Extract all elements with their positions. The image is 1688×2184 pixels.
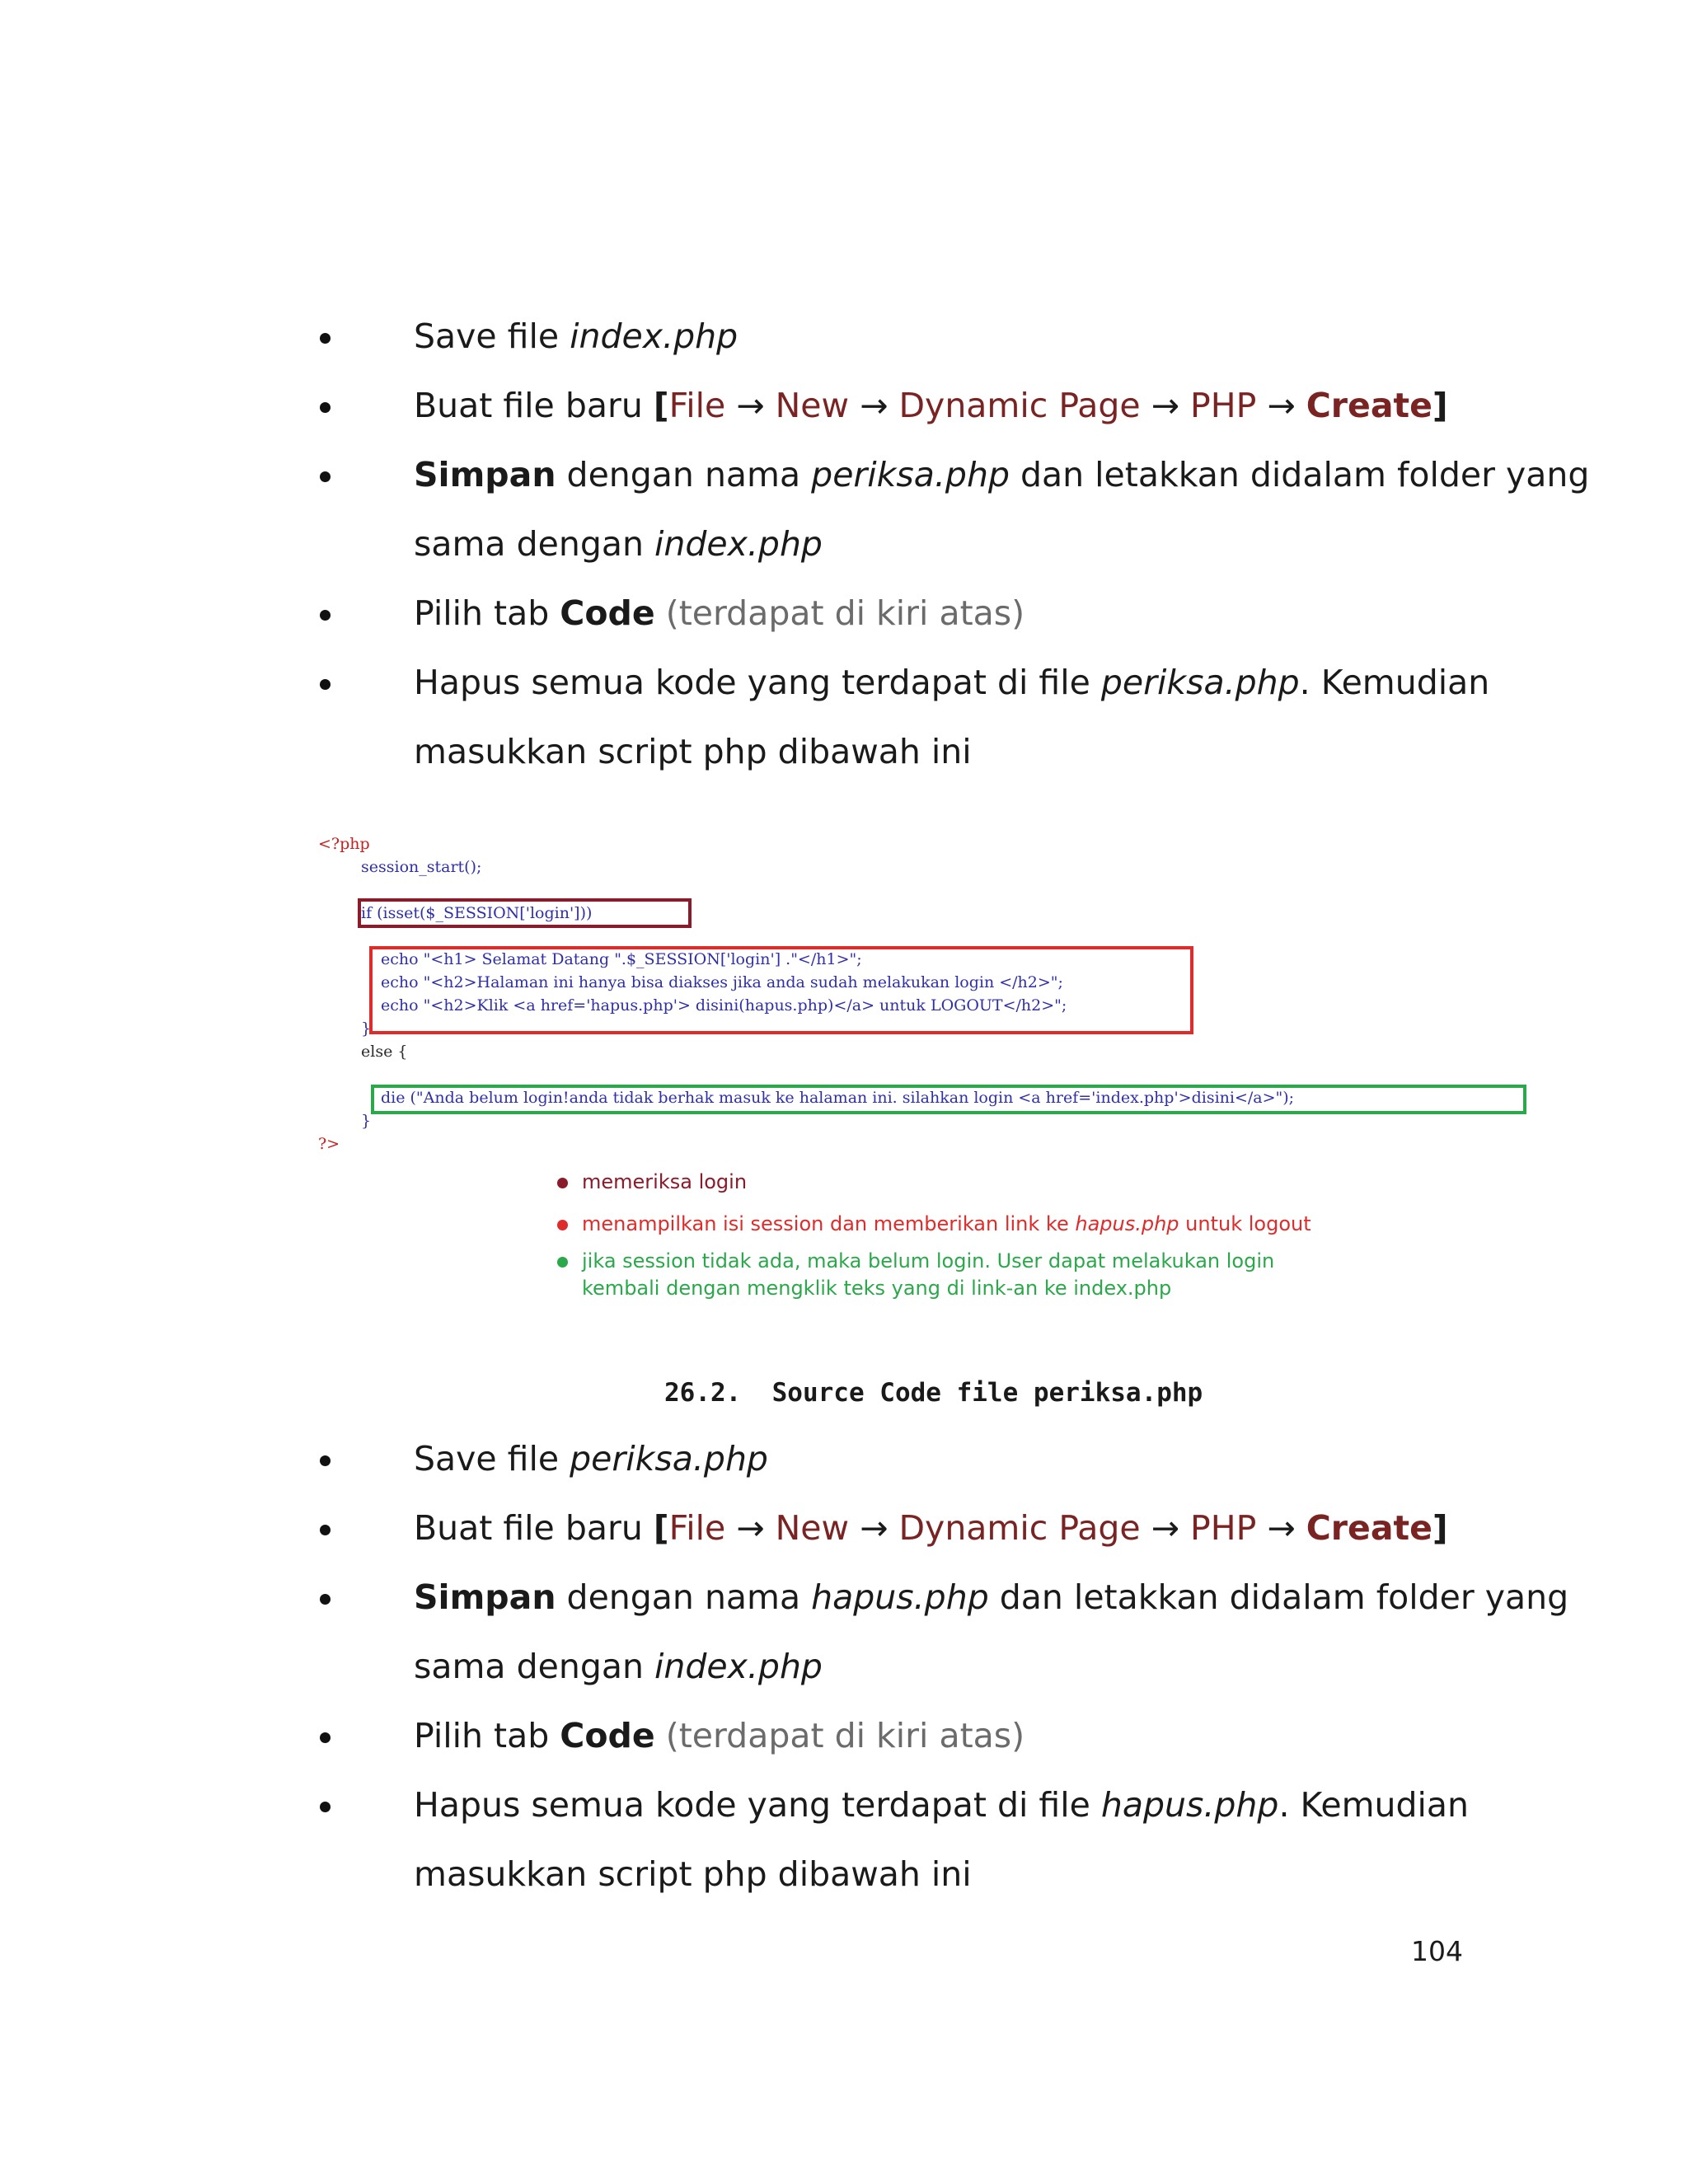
code-line: die ("Anda belum login!anda tidak berhak masuk ke halaman ini. silahkan login <a href='index.php'>disini</a>"); xyxy=(381,1089,1295,1107)
code-line: session_start(); xyxy=(361,858,482,876)
code-legend xyxy=(557,1169,1311,1302)
bullet-icon xyxy=(320,402,331,413)
list-item-continuation: sama dengan index.php xyxy=(414,524,823,564)
legend-item: menampilkan isi session dan memberikan link ke hapus.php untuk logout xyxy=(557,1211,1311,1238)
legend-dot-icon xyxy=(557,1257,568,1268)
figure-caption: 26.2. Source Code file periksa.php xyxy=(664,1378,1203,1408)
list-item: Hapus semua kode yang terdapat di file hapus.php. Kemudian xyxy=(354,1770,1568,1840)
list-item: Pilih tab Code (terdapat di kiri atas) xyxy=(354,1701,1568,1770)
highlight-box-session-output xyxy=(369,946,1193,1034)
list-item: Buat file baru [File → New → Dynamic Page → PHP → Create] xyxy=(354,1493,1568,1563)
code-line: } xyxy=(361,1019,372,1038)
code-line: else { xyxy=(361,1043,408,1061)
list-item: Save file periksa.php xyxy=(354,1424,1568,1493)
php-close-tag: ?> xyxy=(318,1135,340,1153)
list-item-continuation: sama dengan index.php xyxy=(414,1647,823,1686)
highlight-box-login-check xyxy=(358,898,692,928)
page-number: 104 xyxy=(1411,1935,1463,1967)
bullet-icon xyxy=(320,679,331,690)
bullet-icon xyxy=(320,610,331,621)
list-item: Pilih tab Code (terdapat di kiri atas) xyxy=(354,579,1589,648)
instruction-list-2 xyxy=(354,1424,1568,1909)
bullet-icon xyxy=(320,1802,331,1812)
code-line: echo "<h2>Halaman ini hanya bisa diakses jika anda sudah melakukan login </h2>"; xyxy=(381,973,1063,991)
legend-item: jika session tidak ada, maka belum login. User dapat melakukan login kembali dengan mengklik teks yang di link-an ke index.php xyxy=(557,1248,1311,1302)
highlight-box-else-die xyxy=(371,1085,1526,1114)
list-item: Simpan dengan nama periksa.php dan letakkan didalam folder yang xyxy=(354,440,1589,509)
bullet-icon xyxy=(320,1525,331,1535)
bullet-icon xyxy=(320,1594,331,1605)
legend-dot-icon xyxy=(557,1220,568,1230)
bullet-icon xyxy=(320,333,331,344)
code-figure xyxy=(318,832,1295,1153)
code-line: echo "<h1> Selamat Datang ".$_SESSION['login'] ."</h1>"; xyxy=(381,950,862,968)
instruction-list-1 xyxy=(354,302,1589,786)
php-open-tag: <?php xyxy=(318,835,370,853)
list-item: Buat file baru [File → New → Dynamic Page → PHP → Create] xyxy=(354,371,1589,440)
list-item-continuation: masukkan script php dibawah ini xyxy=(414,732,972,771)
list-item: Simpan dengan nama hapus.php dan letakkan didalam folder yang xyxy=(354,1563,1568,1632)
bullet-icon xyxy=(320,471,331,482)
list-item: Hapus semua kode yang terdapat di file periksa.php. Kemudian xyxy=(354,648,1589,717)
list-item: Save file index.php xyxy=(354,302,1589,371)
bullet-icon xyxy=(320,1455,331,1466)
bullet-icon xyxy=(320,1732,331,1743)
code-line: } xyxy=(361,1112,372,1130)
code-line: if (isset($_SESSION['login'])) xyxy=(361,904,593,922)
code-line: echo "<h2>Klik <a href='hapus.php'> disini(hapus.php)</a> untuk LOGOUT</h2>"; xyxy=(381,996,1067,1015)
list-item-continuation: masukkan script php dibawah ini xyxy=(414,1854,972,1894)
legend-item: memeriksa login xyxy=(557,1169,1311,1196)
legend-dot-icon xyxy=(557,1178,568,1188)
